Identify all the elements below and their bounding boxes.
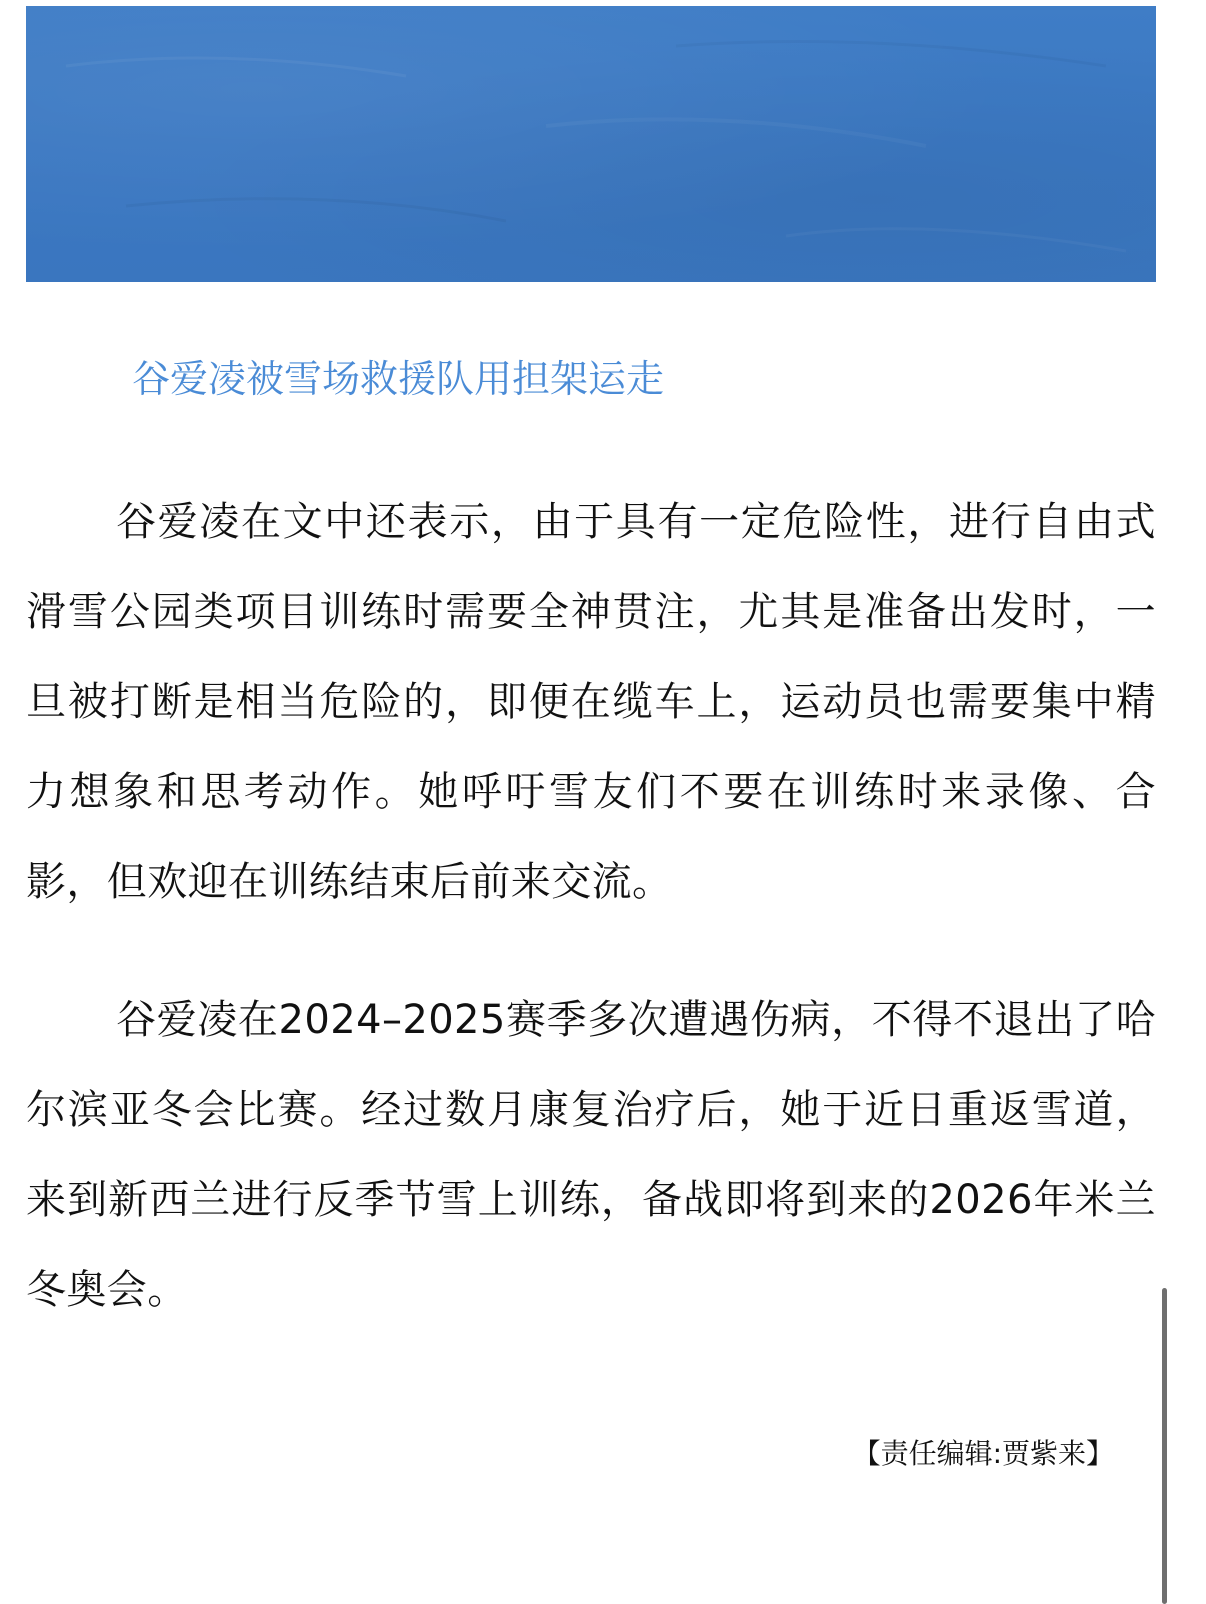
photo-caption: 谷爱凌被雪场救援队用担架运走 (132, 357, 665, 401)
article-paragraph: 谷爱凌在2024–2025赛季多次遭遇伤病，不得不退出了哈尔滨亚冬会比赛。经过数月康复治疗后，她于近日重返雪道，来到新西兰进行反季节雪上训练，备战即将到来的2026年米兰冬奥会。 (26, 997, 1156, 1313)
photo-texture (26, 6, 1156, 282)
vertical-scrollbar[interactable] (1162, 1288, 1167, 1604)
article-photo (26, 6, 1156, 282)
editor-credit: 【责任编辑:贾紫来】 (852, 1437, 1114, 1470)
article-paragraph: 谷爱凌在文中还表示，由于具有一定危险性，进行自由式滑雪公园类项目训练时需要全神贯注，尤其是准备出发时，一旦被打断是相当危险的，即便在缆车上，运动员也需要集中精力想象和思考动作。她呼吁雪友们不要在训练时来录像、合影，但欢迎在训练结束后前来交流。 (26, 499, 1156, 905)
